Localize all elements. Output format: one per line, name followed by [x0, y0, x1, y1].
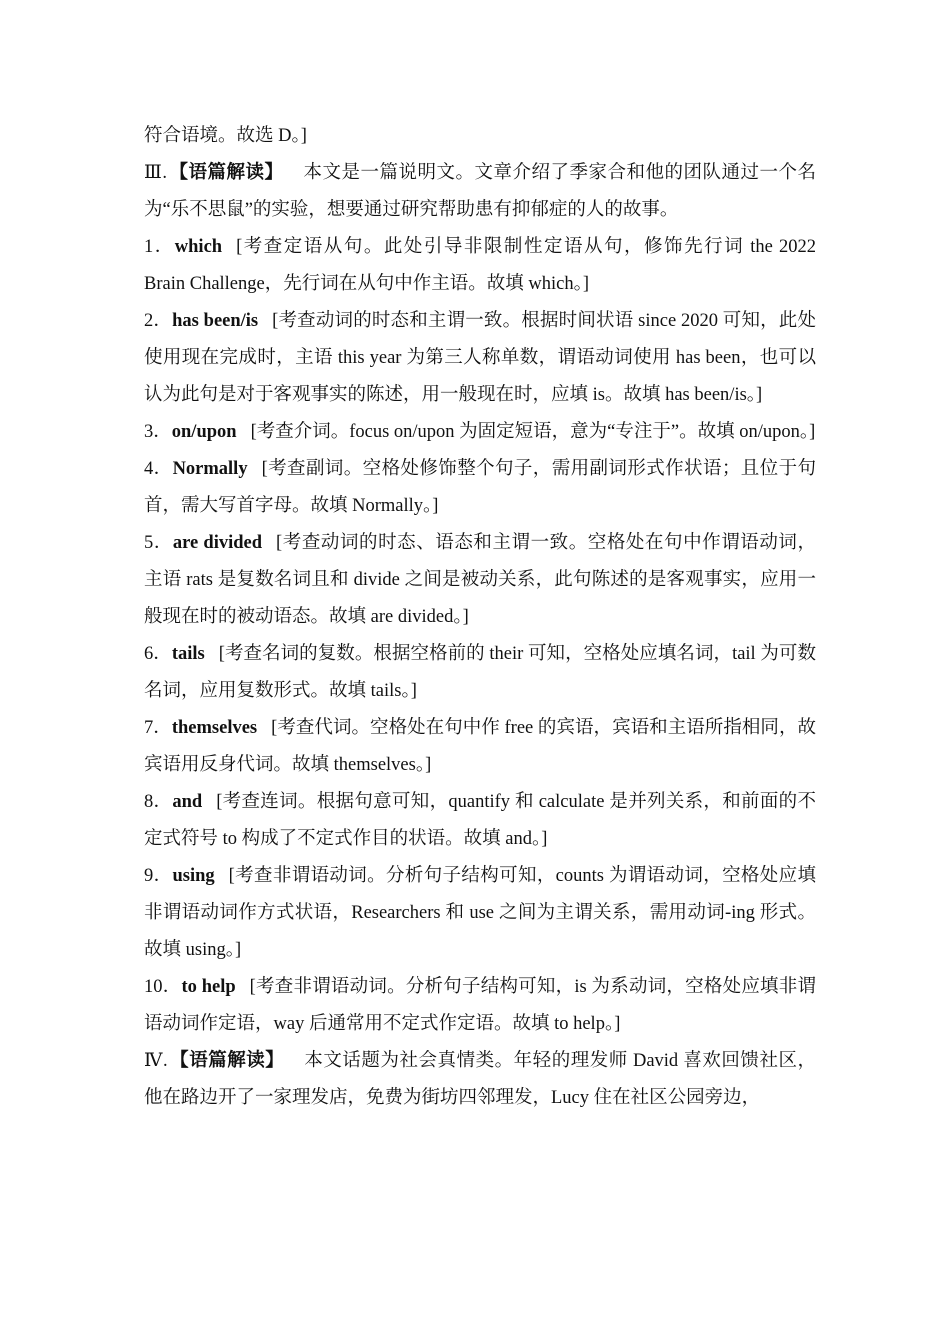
- item-number: 4．: [144, 459, 173, 479]
- answer-item-2: [144, 303, 816, 414]
- answer-item-7: [144, 710, 816, 784]
- item-explanation: [考查非谓语动词。分析句子结构可知，is 为系动词，空格处应填非谓语动词作定语，way 后通常用不定式作定语。故填 to help。]: [144, 977, 816, 1034]
- item-explanation: [考查副词。空格处修饰整个句子，需用副词形式作状语；且位于句首，需大写首字母。故填 Normally。]: [144, 459, 816, 516]
- item-explanation: [考查名词的复数。根据空格前的 their 可知，空格处应填名词，tail 为可数名词，应用复数形式。故填 tails。]: [144, 644, 816, 701]
- section-3-reading-guide: [144, 155, 816, 229]
- item-answer: has been/is: [172, 311, 259, 331]
- item-answer: tails: [171, 644, 205, 664]
- item-number: 5．: [144, 533, 173, 553]
- item-explanation: [考查介词。focus on/upon 为固定短语，意为“专注于”。故填 on/upon。]: [250, 422, 816, 442]
- item-answer: on/upon: [171, 422, 237, 442]
- answer-item-10: [144, 969, 816, 1043]
- answer-item-6: [144, 636, 816, 710]
- item-explanation: [考查连词。根据句意可知，quantify 和 calculate 是并列关系，和前面的不定式符号 to 构成了不定式作目的状语。故填 and。]: [144, 792, 816, 849]
- item-answer: themselves: [171, 718, 258, 738]
- item-answer: and: [172, 792, 203, 812]
- answer-item-8: [144, 784, 816, 858]
- item-number: 10．: [144, 977, 182, 997]
- item-answer: Normally: [172, 459, 248, 479]
- answer-item-5: [144, 525, 816, 636]
- item-answer: are divided: [172, 533, 263, 553]
- item-number: 7．: [144, 718, 172, 738]
- section-3-text: 本文是一篇说明文。文章介绍了季家合和他的团队通过一个名为“乐不思鼠”的实验，想要通过研究帮助患有抑郁症的人的故事。: [144, 163, 816, 220]
- answer-key-content: [144, 118, 816, 1117]
- item-explanation: [考查动词的时态和主谓一致。根据时间状语 since 2020 可知，此处使用现在完成时，主语 this year 为第三人称单数，谓语动词使用 has been，也可以认为此句是对于客观事实的陈述，用一般现在时，应填 is。故填 has been/is。]: [144, 311, 816, 405]
- section-4-text: 本文话题为社会真情类。年轻的理发师 David 喜欢回馈社区，他在路边开了一家理发店，免费为街坊四邻理发，Lucy 住在社区公园旁边，: [144, 1051, 816, 1108]
- answer-item-3: [144, 414, 816, 451]
- section-3-label: 【语篇解读】: [168, 163, 284, 183]
- answer-item-4: [144, 451, 816, 525]
- item-explanation: [考查定语从句。此处引导非限制性定语从句，修饰先行词 the 2022 Brain Challenge，先行词在从句中作主语。故填 which。]: [144, 237, 816, 294]
- item-number: 6．: [144, 644, 172, 664]
- item-answer: using: [172, 866, 215, 886]
- item-number: 1．: [144, 237, 175, 257]
- section-4-numeral: Ⅳ.: [144, 1051, 168, 1071]
- item-answer: to help: [181, 977, 236, 997]
- section-4-label: 【语篇解读】: [169, 1051, 285, 1071]
- item-answer: which: [174, 237, 223, 257]
- answer-item-1: [144, 229, 816, 303]
- intro-tail: 符合语境。故选 D。]: [144, 126, 307, 146]
- item-explanation: [考查动词的时态、语态和主谓一致。空格处在句中作谓语动词，主语 rats 是复数名词且和 divide 之间是被动关系，此句陈述的是客观事实，应用一般现在时的被动语态。故填 are divided。]: [144, 533, 816, 627]
- item-explanation: [考查代词。空格处在句中作 free 的宾语，宾语和主语所指相同，故宾语用反身代词。故填 themselves。]: [144, 718, 816, 775]
- section-4-reading-guide: [144, 1043, 816, 1117]
- item-number: 2．: [144, 311, 173, 331]
- item-number: 9．: [144, 866, 173, 886]
- answer-item-9: [144, 858, 816, 969]
- item-explanation: [考查非谓语动词。分析句子结构可知，counts 为谓语动词，空格处应填非谓语动词作方式状语，Researchers 和 use 之间为主谓关系，需用动词-ing 形式。故填 using。]: [144, 866, 816, 960]
- item-number: 8．: [144, 792, 173, 812]
- item-number: 3．: [144, 422, 172, 442]
- section-3-numeral: Ⅲ.: [144, 163, 167, 183]
